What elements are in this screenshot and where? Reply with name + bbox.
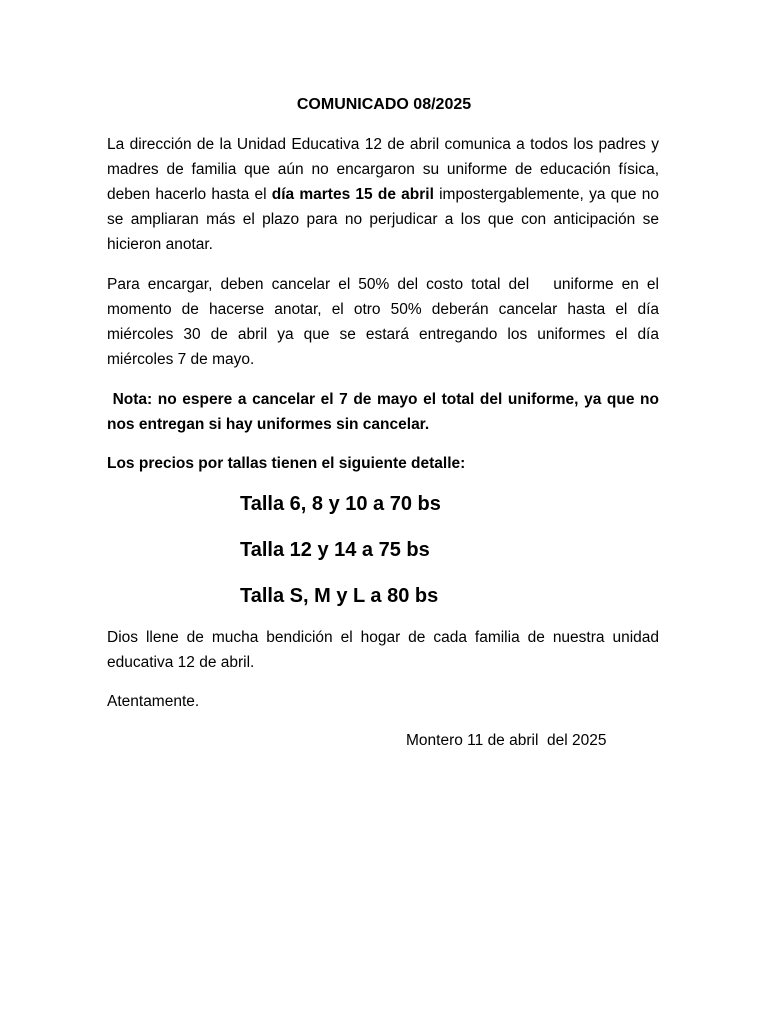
price-line-size-s-m-l: Talla S, M y L a 80 bs (240, 585, 439, 607)
paragraph-payment-terms: Para encargar, deben cancelar el 50% del costo total del uniforme en el momento de hacerse anotar, el otro 50% deberán cancelar hasta el día miércoles 30 de abril ya que se estará entregando los uniformes el día miércoles 7 de mayo. (107, 276, 664, 368)
announcement-text-end: impostergablemente, ya que no se ampliaran más el plazo para no perjudicar a los que con anticipación se hicieron anotar. (107, 186, 659, 253)
document-title: COMUNICADO 08/2025 (296, 96, 472, 113)
price-line-size-6-8-10: Talla 6, 8 y 10 a 70 bs (240, 493, 441, 515)
paragraph-blessing: Dios llene de mucha bendición el hogar de cada familia de nuestra unidad educativa 12 de abril. (107, 629, 659, 671)
prices-intro: Los precios por tallas tienen el siguiente detalle: (107, 455, 466, 472)
announcement-text-start: La dirección de la Unidad Educativa 12 de abril comunica a todos los padres y madres de familia que aún no encargaron su uniforme de educación física, deben hacerlo hasta el (107, 136, 659, 203)
price-line-size-12-14: Talla 12 y 14 a 75 bs (240, 539, 430, 561)
closing-salutation: Atentamente. (107, 693, 200, 710)
paragraph-announcement (107, 132, 659, 257)
paragraph-note: Nota: no espere a cancelar el 7 de mayo el total del uniforme, ya que no nos entregan si hay uniformes sin cancelar. (107, 391, 664, 433)
place-and-date: Montero 11 de abril del 2025 (406, 732, 607, 749)
deadline-date: día martes 15 de abril (271, 186, 434, 203)
